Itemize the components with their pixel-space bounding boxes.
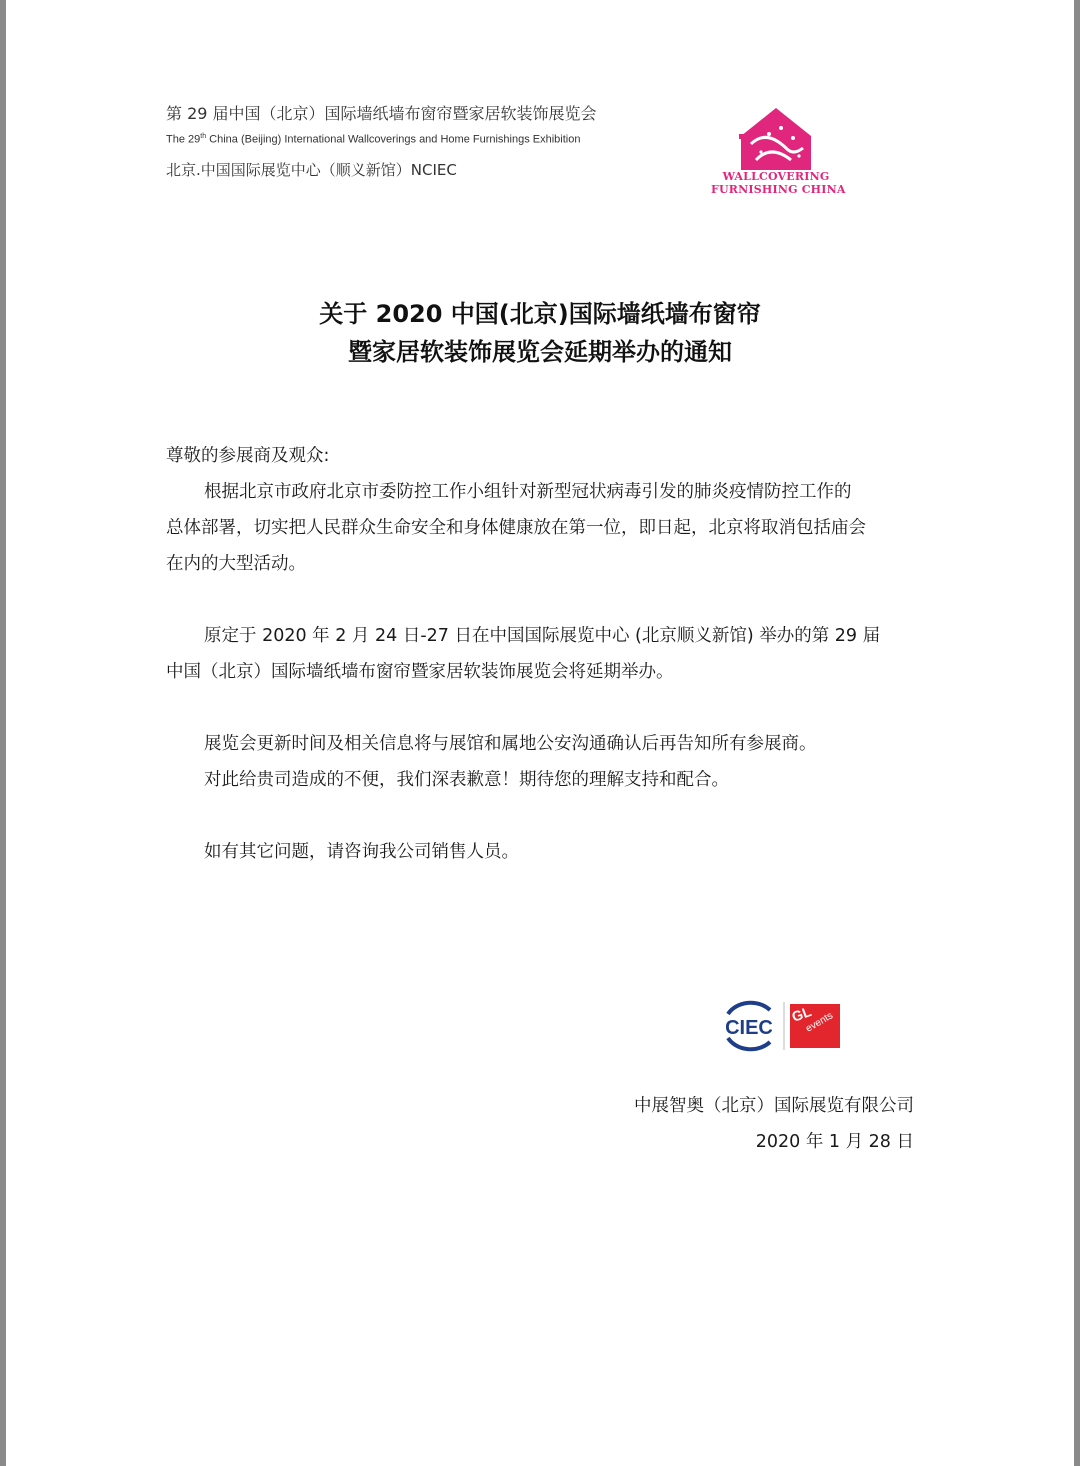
paragraph-4: 如有其它问题，请咨询我公司销售人员。: [204, 842, 519, 862]
exhibition-title-en: The 29th China (Beijing) International Wallcoverings and Home Furnishings Exhibition: [166, 133, 581, 146]
exhibition-title-cn: 第 29 届中国（北京）国际墙纸墙布窗帘暨家居软装饰展览会: [166, 104, 597, 123]
salutation: 尊敬的参展商及观众:: [166, 446, 330, 466]
logo-line-1: WALLCOVERING: [722, 170, 830, 183]
venue-line: 北京.中国国际展览中心（顺义新馆）NCIEC: [166, 161, 457, 179]
paragraph-1-line-3: 在内的大型活动。: [166, 554, 306, 574]
paragraph-1-line-2: 总体部署，切实把人民群众生命安全和身体健康放在第一位，即日起，北京将取消包括庙会: [166, 518, 866, 538]
company-logos: [718, 998, 848, 1054]
ciec-logo-text: CIEC: [725, 1017, 773, 1039]
signature-date: 2020 年 1 月 28 日: [755, 1132, 914, 1152]
wallcovering-logo: [711, 104, 846, 204]
ciec-gl-logo: [718, 998, 848, 1054]
paragraph-2-line-2: 中国（北京）国际墙纸墙布窗帘暨家居软装饰展览会将延期举办。: [166, 662, 674, 682]
logo-line-2: FURNISHING CHINA: [711, 183, 846, 196]
paragraph-3-line-1: 展览会更新时间及相关信息将与展馆和属地公安沟通确认后再告知所有参展商。: [204, 734, 817, 754]
house-roll-icon: [711, 104, 841, 174]
gl-events-text: events: [804, 1010, 836, 1035]
paragraph-2-line-1: 原定于 2020 年 2 月 24 日-27 日在中国国际展览中心 (北京顺义新馆) 举办的第 29 届: [204, 626, 881, 646]
notice-title-line-2: 暨家居软装饰展览会延期举办的通知: [348, 338, 732, 366]
document-page: [6, 0, 1074, 1466]
notice-title-line-1: 关于 2020 中国(北京)国际墙纸墙布窗帘: [319, 300, 761, 328]
gl-logo-text: GL: [789, 1003, 814, 1025]
paragraph-3-line-2: 对此给贵司造成的不便，我们深表歉意！期待您的理解支持和配合。: [204, 770, 729, 790]
paragraph-1-line-1: 根据北京市政府北京市委防控工作小组针对新型冠状病毒引发的肺炎疫情防控工作的: [204, 482, 852, 502]
company-signature: 中展智奥（北京）国际展览有限公司: [634, 1096, 914, 1116]
